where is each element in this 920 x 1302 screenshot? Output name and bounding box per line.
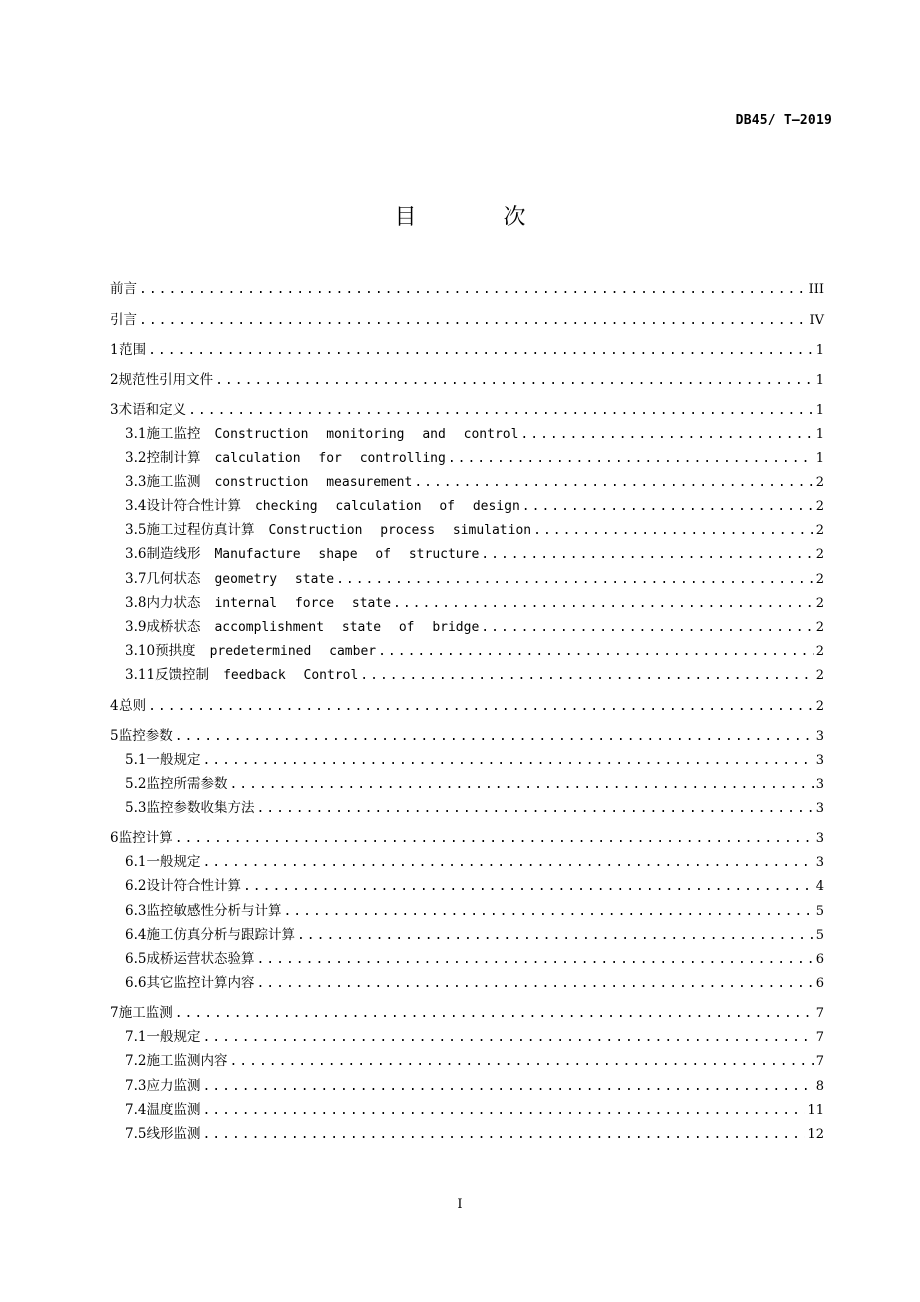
toc-entry-label: 施工仿真分析与跟踪计算 [146,926,295,943]
toc-entry-number: 6.1 [125,854,147,871]
toc-entry-number: 6 [110,830,119,847]
dot-leader [202,1127,805,1142]
toc-entry-label: 预拱度 [155,643,196,660]
toc-entry-number: 3.11 [125,667,156,684]
toc-entry-label: 监控参数收集方法 [146,799,255,816]
dot-leader [336,572,814,587]
toc-entry-page: 5 [815,927,824,943]
toc-entry-label: 施工监测 [118,1005,173,1022]
toc-entry-page: 1 [815,372,824,388]
dot-leader [533,523,814,538]
toc-entry[interactable] [110,542,824,566]
toc-entry-label: 几何状态 [146,570,201,587]
toc-entry-english: construction measurement [214,474,413,490]
toc-entry-english: feedback Control [223,668,359,684]
toc-entry-page: 11 [807,1102,824,1118]
toc-entry[interactable] [110,899,824,923]
toc-entry[interactable] [110,615,824,639]
toc-entry-page: 3 [815,728,824,744]
toc-entry-label: 施工监测 [146,473,201,490]
dot-leader [139,313,807,328]
dot-leader [256,976,813,991]
toc-entry[interactable] [110,332,824,362]
dot-leader [148,343,814,358]
toc-entry-label: 温度监测 [146,1101,201,1118]
dot-leader [229,1054,813,1069]
toc-entry[interactable] [110,1025,824,1049]
toc-entry-english: Construction monitoring and control [214,426,519,442]
toc-entry-number: 6.6 [125,975,147,992]
toc-entry-page: 2 [815,474,824,490]
toc-entry-page: 3 [815,776,824,792]
dot-leader [175,729,814,744]
toc-entry-label: 规范性引用文件 [118,371,214,388]
toc-entry-page: 2 [815,620,824,635]
toc-entry-number: 5.1 [125,751,147,768]
toc-entry-number: 2 [110,371,119,388]
toc-entry[interactable] [110,639,824,663]
toc-entry[interactable] [110,362,824,392]
toc-entry-english: checking calculation of design [254,499,520,515]
toc-entry-number: 3.5 [125,522,147,539]
dot-leader [522,499,814,514]
toc-entry-page: 2 [815,644,824,660]
toc-entry-english: predetermined camber [209,644,377,660]
toc-entry-page: 1 [815,426,824,442]
toc-entry-page: 6 [815,951,824,967]
toc-entry-number: 7.3 [125,1077,147,1094]
dot-leader [202,1030,813,1045]
toc-entry-number: 3.10 [125,643,156,660]
toc-entry[interactable] [110,567,824,591]
toc-entry[interactable] [110,850,824,874]
dot-leader [393,596,814,611]
toc-entry-page: III [808,282,824,297]
dot-leader [520,427,813,442]
toc-entry-number: 3.1 [125,425,147,442]
toc-entry-number: 3.4 [125,498,147,515]
toc-entry[interactable] [110,718,824,748]
toc-entry[interactable] [110,947,824,971]
toc-entry-label: 一般规定 [146,1029,201,1046]
dot-leader [448,451,814,466]
toc-entry-page: 7 [815,1030,824,1046]
toc-entry-english: Manufacture shape of structure [214,547,480,563]
toc-entry-page: 1 [815,450,824,466]
toc-entry[interactable] [110,663,824,687]
toc-entry-label: 设计符合性计算 [146,878,241,895]
toc-entry[interactable] [110,688,824,718]
toc-entry-label: 内力状态 [146,594,201,611]
toc-entry[interactable] [110,494,824,518]
page-number: I [457,1197,463,1212]
toc-entry[interactable] [110,748,824,772]
toc-entry-page: 1 [815,342,824,358]
table-of-contents [110,277,824,1146]
toc-entry[interactable] [110,518,824,542]
toc-entry-number: 3.2 [125,449,147,466]
toc-entry-number: 3.7 [125,570,147,587]
dot-leader [175,831,814,846]
toc-entry-number: 4 [110,697,119,714]
toc-entry[interactable] [110,971,824,995]
toc-entry-label: 成桥运营状态验算 [146,950,255,967]
toc-entry-number: 7.1 [125,1029,147,1046]
toc-entry[interactable] [110,995,824,1025]
toc-entry-label: 施工监控 [146,425,201,442]
toc-entry-page: 1 [815,402,824,418]
toc-entry-page: 3 [815,752,824,768]
toc-entry-label: 反馈控制 [155,667,210,684]
toc-entry[interactable] [110,446,824,470]
dot-leader [256,952,813,967]
toc-entry-label: 应力监测 [146,1077,201,1094]
toc-entry-number: 6.5 [125,950,147,967]
dot-leader [378,644,814,659]
toc-entry-label: 一般规定 [146,854,201,871]
toc-entry[interactable] [110,277,824,302]
toc-entry-english: accomplishment state of bridge [214,620,480,635]
dot-leader [243,879,814,894]
toc-entry-label: 其它监控计算内容 [146,975,255,992]
toc-entry[interactable] [110,1098,824,1122]
toc-entry-page: 6 [815,976,824,992]
toc-entry-page: 3 [815,855,824,871]
toc-entry-number: 6.4 [125,926,147,943]
dot-leader [148,699,814,714]
toc-entry-label: 控制计算 [146,449,201,466]
toc-entry-english: Construction process simulation [268,523,532,539]
toc-entry-label: 监控参数 [118,727,173,744]
toc-entry-label: 制造线形 [146,546,201,563]
toc-entry-number: 5.3 [125,799,147,816]
toc-entry-page: 2 [815,499,824,515]
toc-entry-page: 2 [815,547,824,563]
toc-entry-english: internal force state [214,595,392,611]
toc-entry-label: 施工监测内容 [146,1053,228,1070]
toc-entry-label: 线形监测 [146,1126,201,1142]
toc-entry[interactable] [110,1074,824,1098]
toc-entry-number: 3.6 [125,546,147,563]
toc-entry-label: 引言 [110,311,137,328]
toc-entry[interactable] [110,1122,824,1146]
dot-leader [283,904,813,919]
toc-entry-number: 7 [110,1005,119,1022]
toc-entry-number: 6.3 [125,902,147,919]
toc-entry-page: 2 [815,698,824,714]
toc-entry-number: 3.8 [125,594,147,611]
dot-leader [175,1006,814,1021]
dot-leader [202,855,813,870]
dot-leader [229,777,813,792]
toc-entry-label: 一般规定 [146,751,201,768]
toc-entry-page: 2 [815,668,824,684]
dot-leader [297,928,814,943]
toc-entry[interactable] [110,796,824,820]
toc-entry[interactable] [110,302,824,332]
dot-leader [414,475,813,490]
toc-entry-page: 8 [815,1078,824,1094]
toc-entry[interactable] [110,422,824,446]
document-code: DB45/ T—2019 [735,113,832,128]
toc-entry-page: 3 [815,831,824,847]
toc-entry[interactable] [110,591,824,615]
toc-entry-label: 设计符合性计算 [146,498,241,515]
toc-entry-number: 3.3 [125,473,147,490]
dot-leader [360,668,813,683]
toc-entry-number: 3 [110,401,119,418]
toc-entry-number: 5.2 [125,775,147,792]
dot-leader [481,547,813,562]
toc-entry-page: 7 [815,1006,824,1022]
toc-entry-label: 术语和定义 [118,401,187,418]
toc-entry-number: 7.4 [125,1101,147,1118]
toc-entry-label: 监控所需参数 [146,775,228,792]
toc-entry-label: 前言 [110,281,137,297]
toc-entry-page: 7 [815,1054,824,1070]
toc-entry-number: 5 [110,727,119,744]
toc-entry-page: 12 [807,1127,824,1142]
toc-title: 目 次 [394,205,566,230]
toc-entry-page: 4 [815,879,824,895]
toc-entry-label: 成桥状态 [146,619,201,635]
toc-entry-page: IV [809,312,824,328]
toc-entry-label: 监控计算 [118,830,173,847]
toc-entry-page: 3 [815,800,824,816]
dot-leader [481,620,813,635]
dot-leader [139,282,807,297]
toc-entry-page: 2 [815,595,824,611]
toc-entry-label: 总则 [119,697,147,714]
dot-leader [256,801,813,816]
toc-entry-label: 范围 [119,341,147,358]
toc-entry-page: 2 [815,571,824,587]
toc-entry-english: calculation for controlling [214,450,446,466]
toc-entry-label: 施工过程仿真计算 [146,522,255,539]
toc-entry-number: 1 [110,341,119,358]
toc-entry[interactable] [110,1049,824,1073]
toc-entry-number: 6.2 [125,878,147,895]
toc-entry-number: 7.2 [125,1053,147,1070]
toc-entry-number: 7.5 [125,1126,147,1142]
dot-leader [202,1079,813,1094]
dot-leader [202,753,813,768]
toc-entry[interactable] [110,923,824,947]
toc-entry[interactable] [110,392,824,422]
dot-leader [202,1103,805,1118]
dot-leader [215,373,814,388]
toc-entry[interactable] [110,874,824,898]
toc-entry[interactable] [110,470,824,494]
toc-entry-number: 3.9 [125,619,147,635]
toc-entry[interactable] [110,772,824,796]
toc-entry-english: geometry state [214,571,335,587]
toc-entry-label: 监控敏感性分析与计算 [146,902,282,919]
toc-entry[interactable] [110,820,824,850]
toc-entry-page: 2 [815,523,824,539]
toc-entry-page: 5 [815,903,824,919]
dot-leader [188,403,814,418]
